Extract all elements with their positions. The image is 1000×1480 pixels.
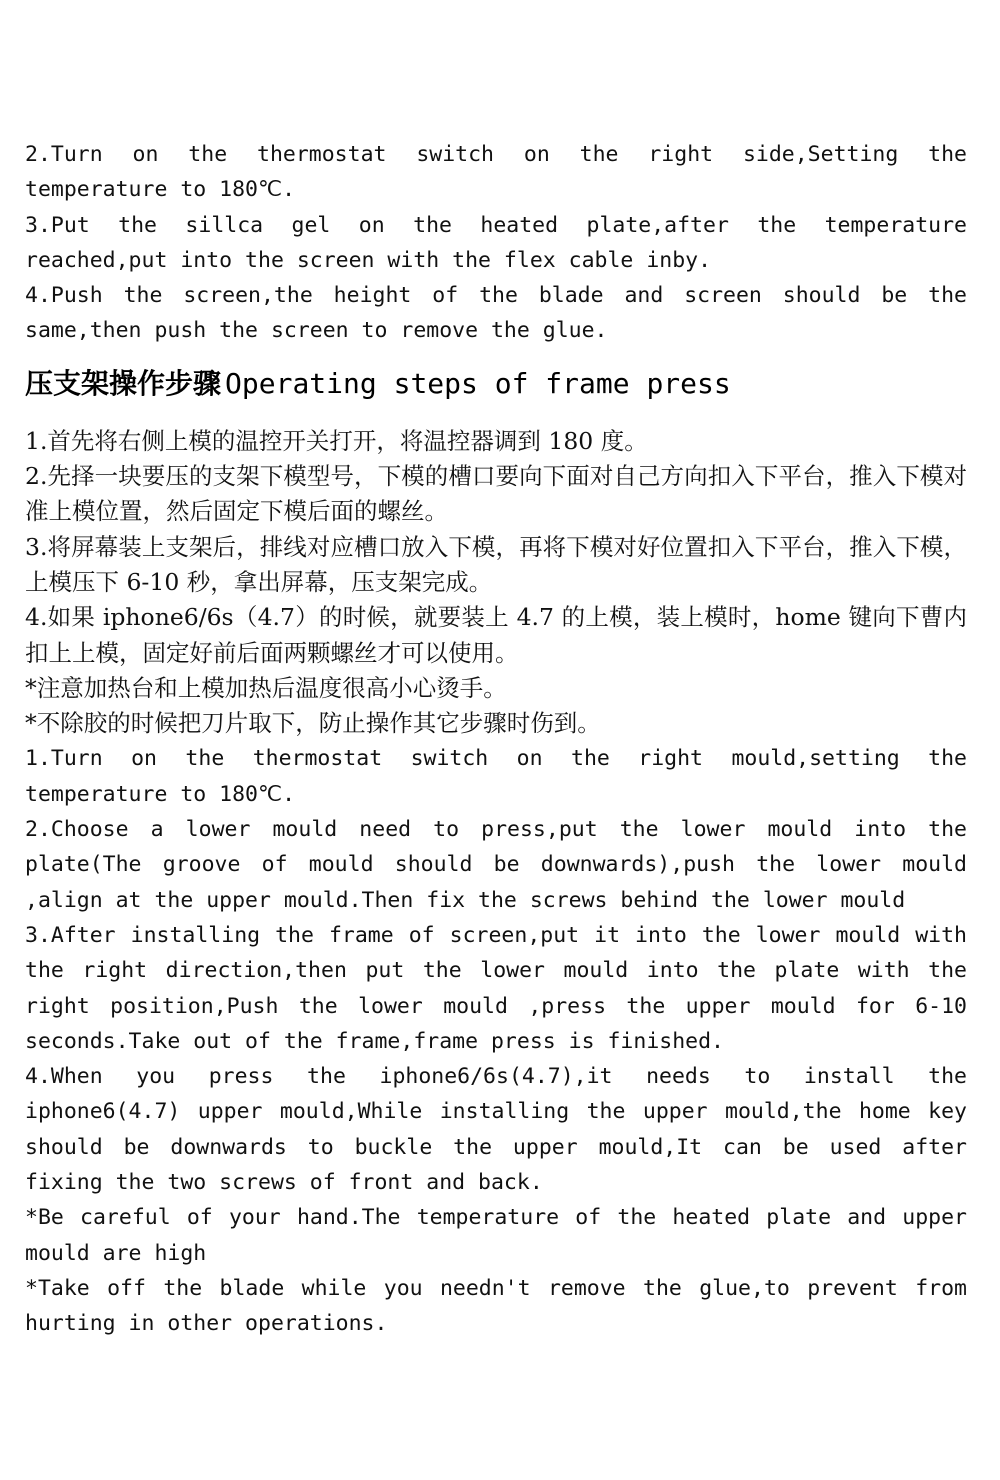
- section-heading-en: Operating steps of frame press: [225, 366, 731, 400]
- cn-note-blade: *不除胶的时候把刀片取下，防止操作其它步骤时伤到。: [25, 709, 601, 738]
- section-heading: [25, 366, 967, 402]
- cn-step-4: 4.如果 iphone6/6s（4.7）的时候，就要装上 4.7 的上模，装上模时，home 键向下曹内扣上上模，固定好前后面两颗螺丝才可以使用。: [25, 603, 967, 667]
- intro-step-4: 4.Push the screen,the height of the blade and screen should be the same,then push the screen to remove the glue.: [25, 283, 967, 344]
- en-step-2: 2.Choose a lower mould need to press,put the lower mould into the plate(The groove of mould should be downwards),push the lower mould ,align at the upper mould.Then fix the screws behind the lower mould: [25, 817, 967, 913]
- intro-step-3: 3.Put the sillca gel on the heated plate,after the temperature reached,put into the screen with the flex cable inby.: [25, 212, 967, 273]
- cn-step-3: 3.将屏幕装上支架后，排线对应槽口放入下模，再将下模对好位置扣入下平台，推入下模，上模压下 6-10 秒，拿出屏幕，压支架完成。: [25, 532, 967, 596]
- section-heading-cn: 压支架操作步骤: [25, 366, 222, 400]
- en-note-blade: *Take off the blade while you needn't remove the glue,to prevent from hurting in other operations.: [25, 1275, 967, 1337]
- en-step-1: 1.Turn on the thermostat switch on the right mould,setting the temperature to 180℃.: [25, 746, 967, 807]
- cn-step-2: 2.先择一块要压的支架下模型号，下模的槽口要向下面对自己方向扣入下平台，推入下模对准上模位置，然后固定下模后面的螺丝。: [25, 462, 967, 526]
- cn-note-heat: *注意加热台和上模加热后温度很高小心烫手。: [25, 673, 507, 702]
- en-note-heat: *Be careful of your hand.The temperature of the heated plate and upper mould are high: [25, 1205, 967, 1266]
- en-step-3: 3.After installing the frame of screen,put it into the lower mould with the right direction,then put the lower mould into the plate with the right position,Push the lower mould ,press the upper mould for 6-10 seconds.Take out of the frame,frame press is finished.: [25, 922, 967, 1054]
- cn-step-1: 1.首先将右侧上模的温控开关打开，将温控器调到 180 度。: [25, 426, 648, 455]
- document-page: [25, 137, 967, 1342]
- intro-step-2: 2.Turn on the thermostat switch on the right side,Setting the temperature to 180℃.: [25, 142, 967, 203]
- en-step-4: 4.When you press the iphone6/6s(4.7),it needs to install the iphone6(4.7) upper mould,While installing the upper mould,the home key should be downwards to buckle the upper mould,It can be used after fixing the two screws of front and back.: [25, 1064, 967, 1196]
